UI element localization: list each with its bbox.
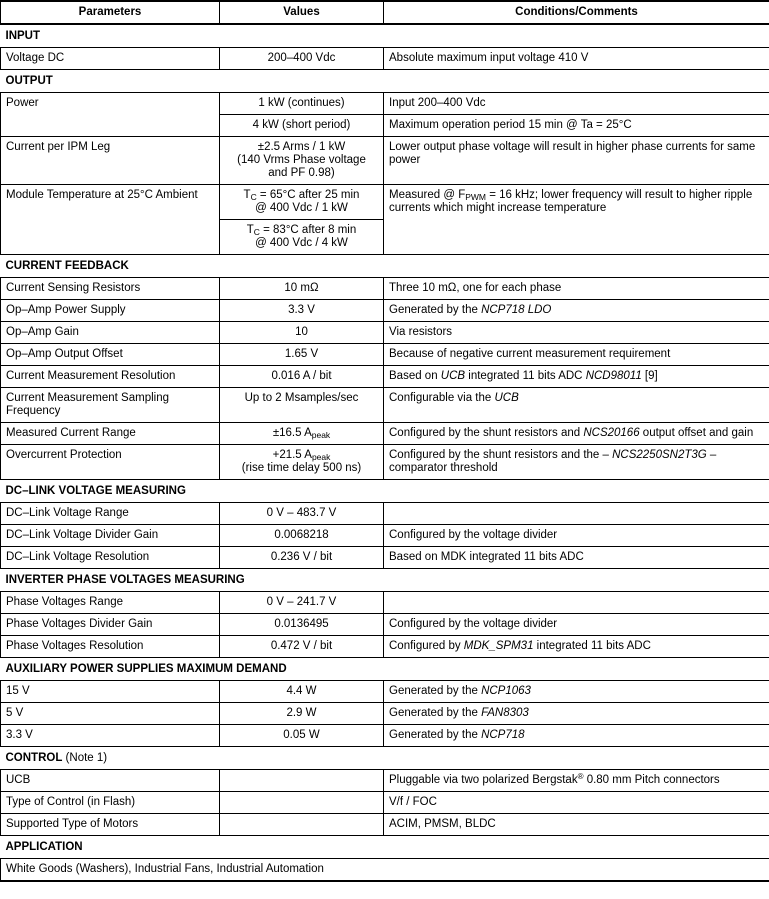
table-header-row — [1, 1, 769, 24]
param-cell: 3.3 V — [1, 725, 220, 747]
param-cell: Op–Amp Power Supply — [1, 300, 220, 322]
table-row — [1, 503, 769, 525]
table-row — [1, 423, 769, 445]
section-title: CURRENT FEEDBACK — [5, 260, 129, 272]
header-conditions: Conditions/Comments — [384, 1, 769, 24]
comment-cell: Lower output phase voltage will result in higher phase currents for same power — [384, 137, 769, 185]
table-row — [1, 366, 769, 388]
value-cell — [220, 137, 384, 185]
table-row — [1, 300, 769, 322]
value-cell: 0.05 W — [220, 725, 384, 747]
table-row — [1, 547, 769, 569]
value-cell: $T_C = 83^\circ C$ after 8 min @ 400 Vdc / 4 kW — [220, 220, 384, 255]
value-cell: 0.236 V / bit — [220, 547, 384, 569]
value-line: and PF 0.98) — [268, 167, 335, 179]
value-cell: +21.5 $A_{peak}$ (rise time delay 500 ns) — [220, 445, 384, 480]
table-row — [1, 388, 769, 423]
table-row — [1, 703, 769, 725]
param-cell: Current per IPM Leg — [1, 137, 220, 185]
param-cell: 5 V — [1, 703, 220, 725]
param-cell: 15 V — [1, 681, 220, 703]
comment-cell: Configured by the voltage divider — [384, 525, 769, 547]
comment-cell: Configured by MDK_SPM31 integrated 11 bits ADC — [384, 636, 769, 658]
value-cell: 0 V – 241.7 V — [220, 592, 384, 614]
value-cell: 2.9 W — [220, 703, 384, 725]
param-cell: Phase Voltages Resolution — [1, 636, 220, 658]
table-row — [1, 48, 769, 70]
table-row — [1, 636, 769, 658]
table-row — [1, 322, 769, 344]
comment-cell: Generated by the NCP718 — [384, 725, 769, 747]
table-row — [1, 278, 769, 300]
table-row — [1, 445, 769, 480]
comment-cell: Generated by the FAN8303 — [384, 703, 769, 725]
value-cell — [220, 770, 384, 792]
comment-cell: Based on UCB integrated 11 bits ADC NCD98011 [9] — [384, 366, 769, 388]
section-dc-link — [1, 480, 769, 503]
comment-cell: Absolute maximum input voltage 410 V — [384, 48, 769, 70]
value-cell: 4.4 W — [220, 681, 384, 703]
control-note: (Note 1) — [62, 752, 108, 764]
value-cell: 10 — [220, 322, 384, 344]
value-line: (140 Vrms Phase voltage — [237, 154, 366, 166]
table-row — [1, 137, 769, 185]
param-cell: Measured Current Range — [1, 423, 220, 445]
value-cell: 1.65 V — [220, 344, 384, 366]
value-cell: 1 kW (continues) — [220, 93, 384, 115]
table-row — [1, 185, 769, 220]
value-cell — [220, 814, 384, 836]
header-parameters: Parameters — [1, 1, 220, 24]
table-row — [1, 859, 769, 882]
value-cell: 200–400 Vdc — [220, 48, 384, 70]
value-cell: 10 mΩ — [220, 278, 384, 300]
table-row — [1, 344, 769, 366]
value-line: ±2.5 Arms / 1 kW — [257, 141, 346, 153]
value-cell: 0.0068218 — [220, 525, 384, 547]
value-cell: 0.0136495 — [220, 614, 384, 636]
section-auxiliary — [1, 658, 769, 681]
section-current-feedback — [1, 255, 769, 278]
param-cell: Voltage DC — [1, 48, 220, 70]
comment-cell: Pluggable via two polarized Bergstak® 0.80 mm Pitch connectors — [384, 770, 769, 792]
comment-cell: Measured @ $F_{PWM} = 16$ kHz; lower frequency will result to higher ripple currents which might increase temperature — [384, 185, 769, 255]
section-title: CONTROL (Note 1) — [5, 752, 108, 764]
table-row — [1, 770, 769, 792]
application-cell: White Goods (Washers), Industrial Fans, Industrial Automation — [1, 859, 769, 882]
comment-cell: Configurable via the UCB — [384, 388, 769, 423]
comment-cell — [384, 503, 769, 525]
comment-cell: Input 200–400 Vdc — [384, 93, 769, 115]
param-cell: Current Measurement Resolution — [1, 366, 220, 388]
param-cell: Current Measurement Sampling Frequency — [1, 388, 220, 423]
param-cell: Overcurrent Protection — [1, 445, 220, 480]
table-row — [1, 725, 769, 747]
table-row — [1, 814, 769, 836]
table-row — [1, 93, 769, 115]
table-row — [1, 681, 769, 703]
value-cell: ±16.5 $A_{peak}$ — [220, 423, 384, 445]
param-cell: DC–Link Voltage Divider Gain — [1, 525, 220, 547]
param-cell: Type of Control (in Flash) — [1, 792, 220, 814]
section-title: OUTPUT — [5, 75, 53, 87]
comment-cell: Configured by the voltage divider — [384, 614, 769, 636]
section-title: INPUT — [5, 30, 40, 42]
comment-cell: Three 10 mΩ, one for each phase — [384, 278, 769, 300]
value-cell: 0 V – 483.7 V — [220, 503, 384, 525]
value-cell: 4 kW (short period) — [220, 115, 384, 137]
param-cell: Current Sensing Resistors — [1, 278, 220, 300]
value-cell: 3.3 V — [220, 300, 384, 322]
section-title: DC–LINK VOLTAGE MEASURING — [5, 485, 186, 497]
table-row — [1, 792, 769, 814]
comment-cell — [384, 592, 769, 614]
param-cell: Op–Amp Output Offset — [1, 344, 220, 366]
comment-cell: ACIM, PMSM, BLDC — [384, 814, 769, 836]
param-cell: UCB — [1, 770, 220, 792]
value-cell: 0.472 V / bit — [220, 636, 384, 658]
section-output — [1, 70, 769, 93]
comment-cell: Based on MDK integrated 11 bits ADC — [384, 547, 769, 569]
table-row — [1, 614, 769, 636]
param-cell: DC–Link Voltage Resolution — [1, 547, 220, 569]
comment-cell: Because of negative current measurement requirement — [384, 344, 769, 366]
value-cell: $T_C = 65^\circ C$ after 25 min @ 400 Vdc / 1 kW — [220, 185, 384, 220]
comment-cell: V/f / FOC — [384, 792, 769, 814]
section-title: AUXILIARY POWER SUPPLIES MAXIMUM DEMAND — [5, 663, 287, 675]
param-cell: Phase Voltages Divider Gain — [1, 614, 220, 636]
value-cell — [220, 792, 384, 814]
table-row — [1, 592, 769, 614]
value-cell: Up to 2 Msamples/sec — [220, 388, 384, 423]
header-values: Values — [220, 1, 384, 24]
section-title: APPLICATION — [5, 841, 83, 853]
comment-cell: Maximum operation period 15 min @ Ta = 25°C — [384, 115, 769, 137]
section-title: INVERTER PHASE VOLTAGES MEASURING — [5, 574, 245, 586]
comment-cell: Generated by the NCP718 LDO — [384, 300, 769, 322]
section-control — [1, 747, 769, 770]
comment-cell: Configured by the shunt resistors and NCS20166 output offset and gain — [384, 423, 769, 445]
param-cell: Op–Amp Gain — [1, 322, 220, 344]
param-cell: Module Temperature at 25°C Ambient — [1, 185, 220, 255]
param-cell: Supported Type of Motors — [1, 814, 220, 836]
section-input — [1, 24, 769, 48]
comment-cell: Generated by the NCP1063 — [384, 681, 769, 703]
comment-cell: Via resistors — [384, 322, 769, 344]
section-application — [1, 836, 769, 859]
param-cell: Phase Voltages Range — [1, 592, 220, 614]
value-cell: 0.016 A / bit — [220, 366, 384, 388]
table-row — [1, 525, 769, 547]
param-cell: DC–Link Voltage Range — [1, 503, 220, 525]
comment-cell: Configured by the shunt resistors and the – NCS2250SN2T3G – comparator threshold — [384, 445, 769, 480]
param-cell: Power — [1, 93, 220, 137]
section-inverter — [1, 569, 769, 592]
